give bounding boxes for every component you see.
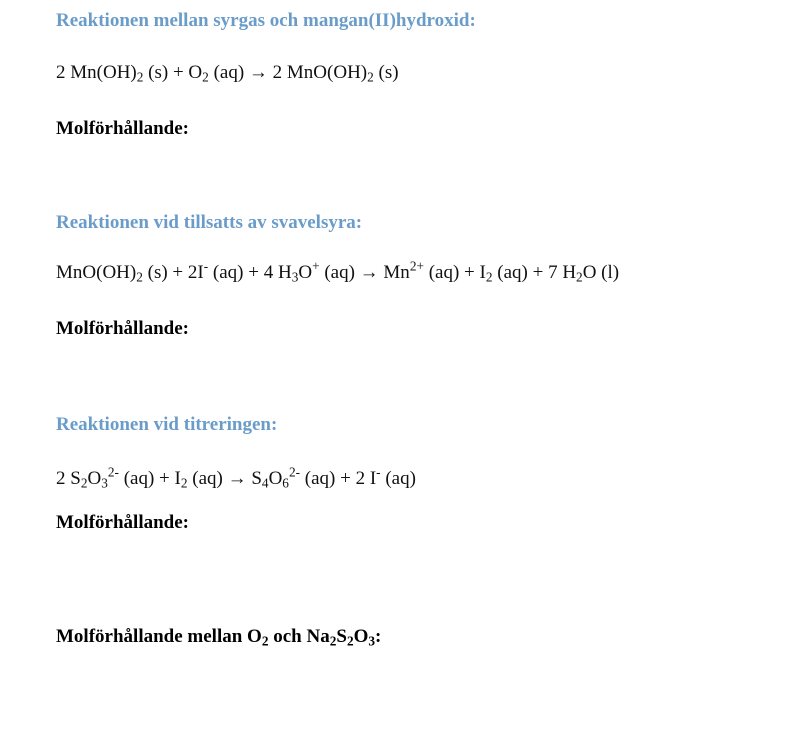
section-2-ratio-label: Molförhållande: bbox=[56, 318, 189, 339]
section-3-ratio-label: Molförhållande: bbox=[56, 512, 189, 533]
section-2-heading: Reaktionen vid tillsatts av svavelsyra: bbox=[56, 212, 363, 233]
section-1-heading: Reaktionen mellan syrgas och mangan(II)hydroxid: bbox=[56, 10, 476, 31]
section-3-heading: Reaktionen vid titreringen: bbox=[56, 414, 278, 435]
section-2-equation: $MnO(OH)_2$ (s) + 2I- (aq) + 4 $H_3O^+$ $(aq) \to Mn^{2+}$ $(aq) + I_2$ (aq) + 7 $H_2O$ (l) bbox=[56, 258, 620, 285]
section-1-equation: 2 $Mn(OH)_2$ $(s) + O_2$ (aq) → 2 $MnO(OH)_2$ (s) bbox=[56, 62, 399, 85]
section-3-equation: 2 $S_2O_3^{2-}$ $(aq) + I_2$ $(aq) \to S_4O_6^{2-}$ (aq) + 2 I- (aq) bbox=[56, 464, 416, 491]
final-ratio-label: Molförhållande mellan $O_2$ och $Na_2S_2O_3$: bbox=[56, 626, 382, 649]
section-1-ratio-label: Molförhållande: bbox=[56, 118, 189, 139]
